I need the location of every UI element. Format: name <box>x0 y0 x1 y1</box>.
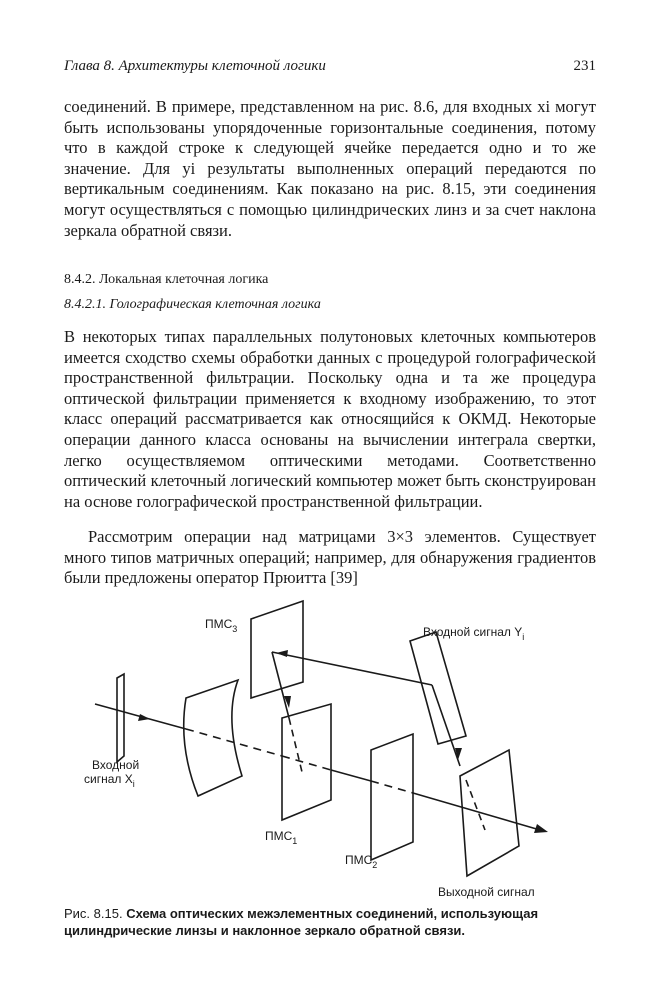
paragraph-1: соединений. В примере, представленном на рис. 8.6, для входных xi могут быть использованы упорядоченные горизонтальные соединения, потому что в каждой строке к следующей ячейке передается одно и то же значение. Для yi результаты выполненных операций передаются по вертикальным соединениям. Как показано на рис. 8.15, эти соединения могут осуществляться с помощью цилиндрических линз и за счет наклона зеркала обратной связи. <box>64 97 596 240</box>
caption-text: Схема оптических межэлементных соединений, использующая цилиндрические линзы и наклонное зеркало обратной связи. <box>64 906 539 938</box>
optical-diagram <box>0 590 655 910</box>
output-plate <box>460 750 519 876</box>
paragraph-3: Рассмотрим операции над матрицами 3×3 элементов. Существует много типов матричных операций; например, для обнаружения градиентов были предложены оператор Прюитта [39] <box>64 527 596 588</box>
axis-mid <box>331 770 371 781</box>
label-input-x-1: Входной <box>92 758 140 772</box>
page-header <box>64 58 596 75</box>
page-number: 231 <box>573 58 596 74</box>
label-pms1: $ПМС_1$ <box>265 829 298 846</box>
label-pms2: $ПМС_2$ <box>345 853 378 870</box>
caption-label: Рис. 8.15. <box>64 906 123 921</box>
mirror-plate <box>410 632 466 744</box>
arrow-axis-in <box>138 714 150 721</box>
subsection-heading: 8.4.2.1. Голографическая клеточная логика <box>64 297 321 312</box>
label-input-x-2: сигнал $X_i$ <box>84 772 135 789</box>
paragraph-2: В некоторых типах параллельных полутоновых клеточных компьютеров имеется сходство схемы обработки данных с процедурой голографической пространственной фильтрации. Поскольку одна и та же процедура оптической фильтрации применяется к входному изображению, то этот класс операций рассматривается как относящийся к ОКМД. Некоторые операции данного класса основаны на вычислении интеграла свертки, легко осуществляемом оптическими методами. Соответственно оптический клеточный логический компьютер может быть сконструирован на основе голографической пространственной фильтрации. <box>64 327 596 511</box>
section-heading: 8.4.2. Локальная клеточная логика <box>64 272 269 287</box>
pms2-plate <box>371 734 413 860</box>
chapter-title: Глава 8. Архитектуры клеточной логики <box>64 58 326 74</box>
label-input-y: Входной сигнал $Y_i$ <box>423 625 525 642</box>
figure-caption <box>64 905 596 939</box>
label-pms3: $ПМС_3$ <box>205 617 238 634</box>
pms3-plate <box>251 601 303 698</box>
arrow-axis-out <box>534 824 548 833</box>
cylindrical-lens <box>184 680 242 796</box>
label-output: Выходной сигнал <box>438 885 535 899</box>
input-slit <box>117 674 124 762</box>
